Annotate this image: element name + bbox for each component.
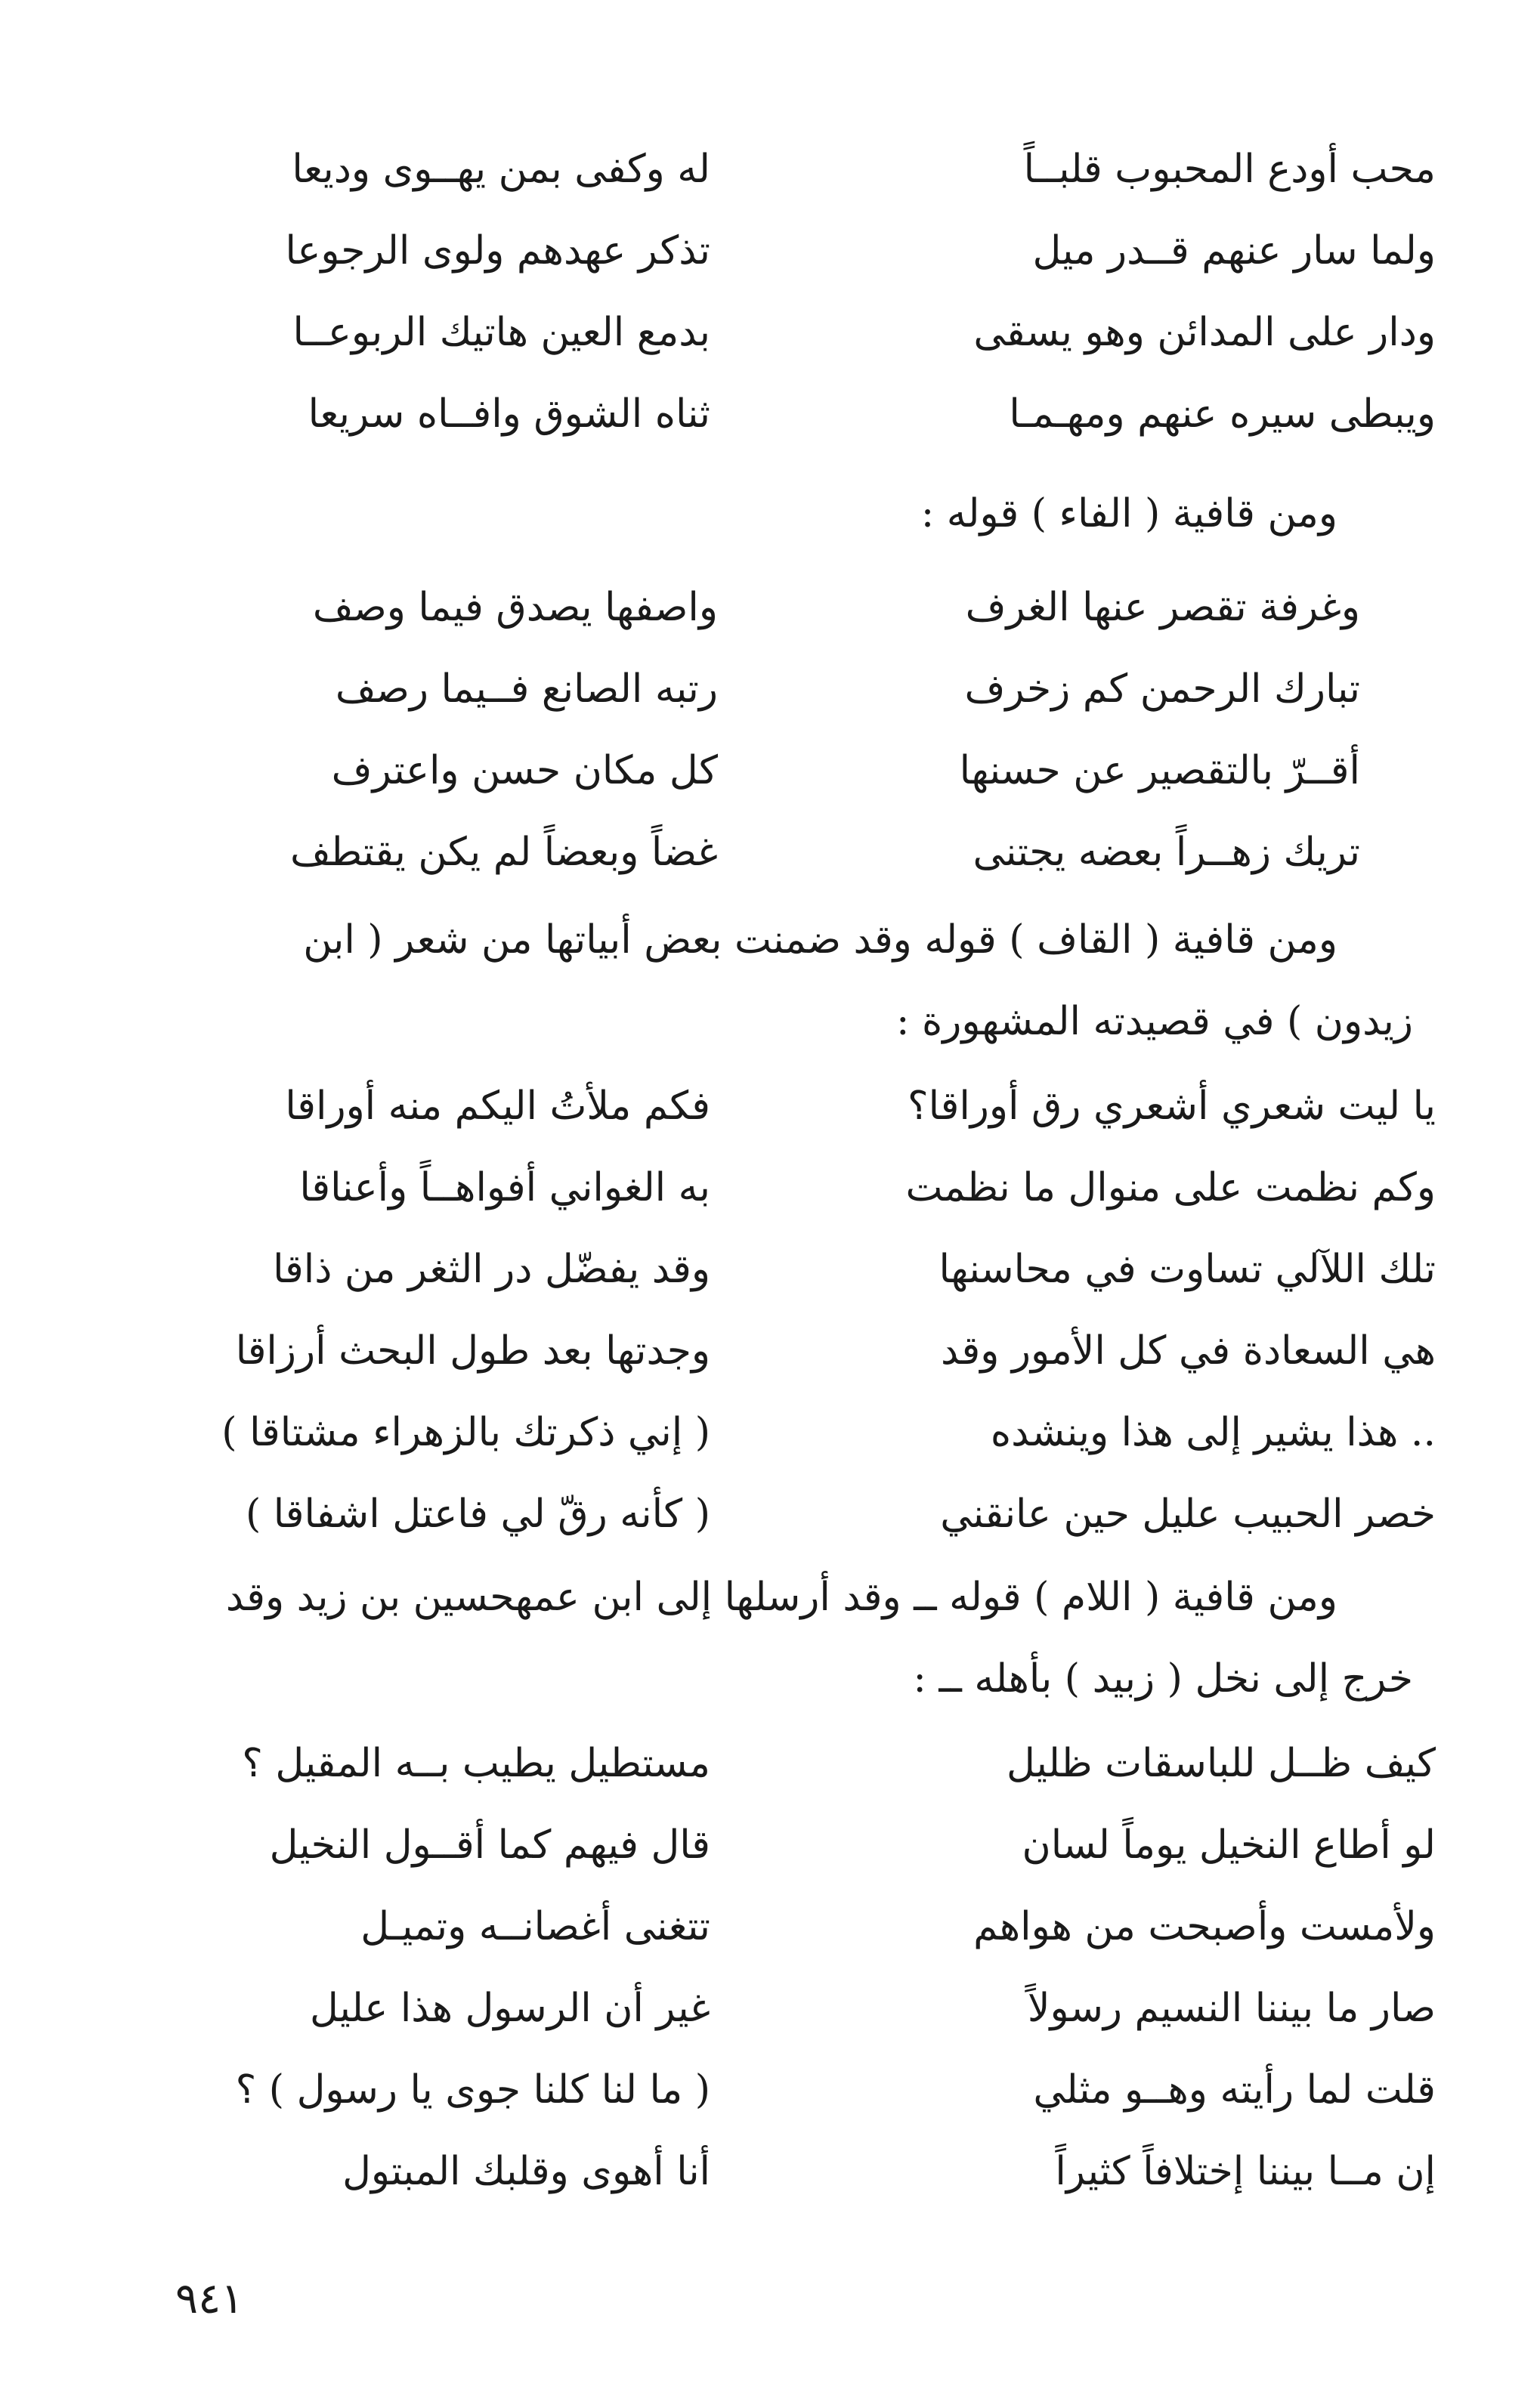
verse-first-hemistich: وكم نظمت على منوال ما نظمت [905, 1165, 1436, 1210]
verse-line [113, 128, 1436, 210]
verse-first-hemistich: خصر الحبيب عليل حين عانقني [940, 1492, 1436, 1537]
verse-line [113, 1392, 1436, 1473]
poem-stanza-2 [204, 567, 1360, 893]
verse-second-hemistich: قال فيهم كما أقــول النخيل [269, 1822, 710, 1868]
verse-line [204, 811, 1360, 893]
intro-paragraph-qaf [113, 899, 1413, 1062]
verse-second-hemistich: وقد يفضّل در الثغر من ذاقا [273, 1247, 710, 1292]
verse-second-hemistich: بدمع العين هاتيك الربوعــا [292, 310, 710, 355]
verse-line [113, 1723, 1436, 1804]
verse-first-hemistich: إن مــا بيننا إختلافاً كثيراً [1055, 2149, 1436, 2194]
verse-second-hemistich: فكم ملأتُ اليكم منه أوراقا [285, 1083, 710, 1129]
verse-first-hemistich: يا ليت شعري أشعري رق أوراقا؟ [908, 1083, 1436, 1129]
verse-second-hemistich: ( إني ذكرتك بالزهراء مشتاقا ) [221, 1410, 710, 1455]
verse-second-hemistich: كل مكان حسن واعترف [331, 748, 718, 793]
verse-first-hemistich: ويبطى سيره عنهم ومهـمـا [1009, 391, 1436, 437]
verse-second-hemistich: غير أن الرسول هذا عليل [309, 1986, 710, 2031]
intro-line: خرج إلى نخل ( زبيد ) بأهله ــ : [913, 1656, 1413, 1702]
verse-second-hemistich: تذكر عهدهم ولوى الرجوعا [285, 228, 710, 274]
verse-first-hemistich: ولما سار عنهم قــدر ميل [1032, 228, 1436, 274]
verse-first-hemistich: ودار على المدائن وهو يسقى [973, 310, 1436, 355]
verse-second-hemistich: وجدتها بعد طول البحث أرزاقا [235, 1328, 710, 1374]
verse-line [113, 1804, 1436, 1886]
verse-first-hemistich: لو أطاع النخيل يوماً لسان [1022, 1822, 1436, 1868]
verse-line [113, 1229, 1436, 1310]
verse-line [113, 1310, 1436, 1392]
intro-paragraph-lam [113, 1556, 1413, 1720]
intro-line: ومن قافية ( القاف ) قوله وقد ضمنت بعض أبياتها من شعر ( ابن [303, 917, 1337, 963]
verse-first-hemistich: ولأمست وأصبحت من هواهم [973, 1904, 1436, 1949]
verse-line [204, 730, 1360, 811]
verse-line [113, 373, 1436, 455]
verse-first-hemistich: .. هذا يشير إلى هذا وينشده [990, 1410, 1436, 1455]
verse-second-hemistich: ( ما لنا كلنا جوى يا رسول ) ؟ [235, 2067, 710, 2113]
verse-first-hemistich: كيف ظــل للباسقات ظليل [1006, 1741, 1436, 1786]
verse-second-hemistich: ( كأنه رقّ لي فاعتل اشفاقا ) [245, 1492, 710, 1537]
verse-line [113, 292, 1436, 373]
verse-first-hemistich: تلك اللآلي تساوت في محاسنها [939, 1247, 1436, 1292]
verse-first-hemistich: أقــرّ بالتقصير عن حسنها [959, 748, 1360, 793]
verse-second-hemistich: ثناه الشوق وافــاه سريعا [308, 391, 710, 437]
verse-line [113, 1147, 1436, 1229]
verse-second-hemistich: أنا أهوى وقلبك المبتول [342, 2149, 710, 2194]
poem-stanza-4 [113, 1723, 1436, 2212]
verse-first-hemistich: وغرفة تقصر عنها الغرف [965, 585, 1360, 630]
verse-first-hemistich: صار ما بيننا النسيم رسولاً [1027, 1986, 1436, 2031]
verse-first-hemistich: محب أودع المحبوب قلبــاً [1023, 147, 1436, 192]
poem-stanza-3 [113, 1065, 1436, 1555]
verse-line [204, 648, 1360, 730]
verse-line [113, 1065, 1436, 1147]
verse-second-hemistich: له وكفى بمن يهــوى وديعا [292, 147, 710, 192]
verse-line [113, 210, 1436, 292]
poem-stanza-1 [113, 128, 1436, 455]
intro-line: زيدون ) في قصيدته المشهورة : [895, 999, 1413, 1044]
intro-line: ومن قافية ( الفاء ) قوله : [920, 491, 1337, 536]
verse-line [113, 1886, 1436, 1968]
verse-line [113, 2049, 1436, 2131]
verse-line [204, 567, 1360, 648]
verse-first-hemistich: قلت لما رأيته وهــو مثلي [1033, 2067, 1436, 2113]
verse-second-hemistich: مستطيل يطيب بــه المقيل ؟ [242, 1741, 710, 1786]
verse-line [113, 2131, 1436, 2212]
verse-second-hemistich: واصفها يصدق فيما وصف [312, 585, 718, 630]
intro-paragraph-fa [113, 473, 1413, 555]
verse-second-hemistich: غضاً وبعضاً لم يكن يقتطف [289, 830, 718, 875]
page-number: ٩٤١ [175, 2274, 244, 2323]
verse-line [113, 1968, 1436, 2049]
verse-first-hemistich: تريك زهــراً بعضه يجتنى [973, 830, 1360, 875]
verse-second-hemistich: به الغواني أفواهــاً وأعناقا [299, 1165, 710, 1210]
verse-first-hemistich: تبارك الرحمن كم زخرف [964, 666, 1360, 712]
verse-second-hemistich: رتبه الصانع فــيما رصف [335, 666, 718, 712]
intro-line: ومن قافية ( اللام ) قوله ــ وقد أرسلها إلى ابن عمهحسين بن زيد وقد [225, 1575, 1337, 1620]
verse-line [113, 1473, 1436, 1555]
verse-first-hemistich: هي السعادة في كل الأمور وقد [941, 1328, 1436, 1374]
verse-second-hemistich: تتغنى أغصانــه وتميـل [360, 1904, 710, 1949]
